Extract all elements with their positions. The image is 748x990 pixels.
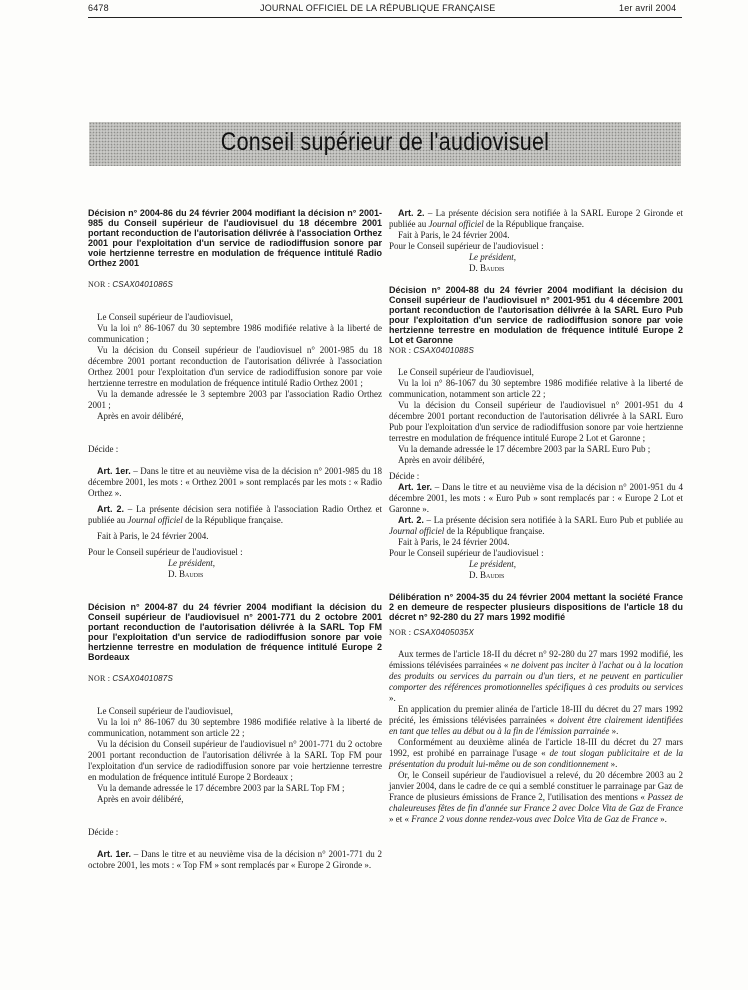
left-column — [88, 208, 382, 871]
signature-line: Pour le Conseil supérieur de l'audiovisuel : — [389, 548, 544, 558]
article: Art. 1er. – Dans le titre et au neuvième visa de la décision n° 2001-951 du 4 décembre 2001, les mots : « Euro Pub » sont remplacés par : « Europe 2 Lot et Garonne ». — [389, 482, 683, 514]
decision-title: Décision n° 2004-88 du 24 février 2004 modifiant la décision du Conseil supérieur de l'audiovisuel n° 2001-951 du 4 décembre 2001 portant reconduction de l'autorisation délivrée à la SARL Euro Pub pour l'exploitation d'un service de radiodiffusion sonore par voie hertzienne terrestre en modulation de fréquence intitulé Europe 2 Lot et Garonne — [389, 285, 683, 345]
right-column — [389, 208, 683, 825]
journal-title: JOURNAL OFFICIEL DE LA RÉPUBLIQUE FRANÇAISE — [260, 3, 496, 13]
decision-title: Décision n° 2004-87 du 24 février 2004 modifiant la décision du Conseil supérieur de l'audiovisuel n° 2001-771 du 2 octobre 2001 portant reconduction de l'autorisation délivrée à la SARL Top FM pour l'exploitation d'un service de radiodiffusion sonore par voie hertzienne terrestre en modulation de fréquence intitulé Europe 2 Bordeaux — [88, 602, 382, 662]
signature-title: Le président, — [469, 252, 516, 262]
paragraph: Conformément au deuxième alinéa de l'article 18-III du décret du 27 mars 1992, est prohibé en parrainage l'usage « de tout slogan publicitaire et de la présentation du produit lui-même ou de son conditionnement ». — [389, 737, 683, 769]
paragraph: Or, le Conseil supérieur de l'audiovisuel a relevé, du 20 décembre 2003 au 2 janvier 2004, dans le cadre de ce qui a semblé constituer le parrainage par Gaz de France de plusieurs émissions de France 2, l'utilisation des mentions « Passez de chaleureuses fêtes de fin d'année sur France 2 avec Dolce Vita de Gaz de France » et « France 2 vous donne rendez-vous avec Dolce Vita de Gaz de France ». — [389, 770, 683, 824]
paragraph: Vu la décision du Conseil supérieur de l'audiovisuel n° 2001-951 du 4 décembre 2001 portant reconduction de l'autorisation délivrée à la SARL Euro Pub pour l'exploitation d'un service de radiodiffusion sonore par voie hertzienne terrestre en modulation de fréquence intitulé Europe 2 Lot et Garonne ; — [389, 400, 683, 443]
nor-reference: NOR : CSAX0401088S — [389, 346, 474, 355]
paragraph: Vu la loi n° 86-1067 du 30 septembre 1986 modifiée relative à la liberté de communication, notamment son article 22 ; — [389, 378, 683, 399]
paragraph: En application du premier alinéa de l'article 18-III du décret du 27 mars 1992 précité, les émissions télévisées parrainées « doivent être clairement identifiées en tant que telles au début ou à la fin de l'émission parrainée ». — [389, 704, 683, 736]
nor-reference: NOR : CSAX0405035X — [389, 628, 474, 637]
decide-heading: Décide : — [88, 827, 119, 837]
decision-title: Décision n° 2004-86 du 24 février 2004 modifiant la décision n° 2001-985 du Conseil supérieur de l'audiovisuel du 18 décembre 2001 portant reconduction de l'autorisation délivrée à l'association Orthez 2001 pour l'exploitation d'un service de radiodiffusion sonore par voie hertzienne terrestre en modulation de fréquence intitulé Radio Orthez 2001 — [88, 208, 382, 268]
paragraph: Vu la décision du Conseil supérieur de l'audiovisuel n° 2001-771 du 2 octobre 2001 portant reconduction de l'autorisation délivrée à la SARL Top FM pour l'exploitation d'un service de radiodiffusion sonore par voie hertzienne terrestre en modulation de fréquence intitulé Europe 2 Bordeaux ; — [88, 739, 382, 782]
deliberation-title: Délibération n° 2004-35 du 24 février 2004 mettant la société France 2 en demeure de respecter plusieurs dispositions de l'article 18 du décret n° 92-280 du 27 mars 1992 modifié — [389, 592, 683, 622]
signature-date: Fait à Paris, le 24 février 2004. — [398, 537, 510, 547]
paragraph: Le Conseil supérieur de l'audiovisuel, — [97, 312, 233, 322]
article: Art. 2. – La présente décision sera notifiée à la SARL Euro Pub et publiée au Journal officiel de la République française. — [389, 515, 683, 536]
page-header — [0, 0, 748, 22]
signature-name: D. Baudis — [168, 569, 204, 579]
signature-name: D. Baudis — [469, 263, 505, 273]
signature-date: Fait à Paris, le 24 février 2004. — [398, 230, 510, 240]
paragraph: Vu la loi n° 86-1067 du 30 septembre 1986 modifiée relative à la liberté de communication, notamment son article 22 ; — [88, 717, 382, 738]
header-rule — [88, 17, 682, 18]
nor-reference: NOR : CSAX0401086S — [88, 280, 173, 289]
paragraph: Après en avoir délibéré, — [97, 411, 184, 421]
nor-reference: NOR : CSAX0401087S — [88, 674, 173, 683]
article: Art. 2. – La présente décision sera notifiée à l'association Radio Orthez et publiée au Journal officiel de la République française. — [88, 504, 382, 525]
paragraph: Le Conseil supérieur de l'audiovisuel, — [97, 706, 233, 716]
decide-heading: Décide : — [389, 471, 420, 481]
signature-line: Pour le Conseil supérieur de l'audiovisuel : — [88, 547, 243, 557]
page-number: 6478 — [88, 3, 109, 13]
signature-title: Le président, — [168, 558, 215, 568]
paragraph: Après en avoir délibéré, — [97, 794, 184, 804]
paragraph: Vu la demande adressée le 3 septembre 2003 par l'association Radio Orthez 2001 ; — [88, 389, 382, 410]
section-banner — [89, 122, 681, 166]
article: Art. 1er. – Dans le titre et au neuvième visa de la décision n° 2001-985 du 18 décembre 2001, les mots : « Orthez 2001 » sont remplacés par les mots : « Radio Orthez ». — [88, 466, 382, 498]
paragraph: Aux termes de l'article 18-II du décret n° 92-280 du 27 mars 1992 modifié, les émissions télévisées parrainées « ne doivent pas inciter à l'achat ou à la location des produits ou services du parrain ou d'un tiers, et ne peuvent en particulier comporter des références promotionnelles spécifiques à ces produits ou services ». — [389, 649, 683, 703]
banner-title: Conseil supérieur de l'audiovisuel — [220, 128, 550, 156]
signature-date: Fait à Paris, le 24 février 2004. — [97, 531, 209, 541]
signature-title: Le président, — [469, 559, 516, 569]
article: Art. 1er. – Dans le titre et au neuvième visa de la décision n° 2001-771 du 2 octobre 2001, les mots : « Top FM » sont remplacés par « Europe 2 Gironde ». — [88, 849, 382, 870]
signature-name: D. Baudis — [469, 570, 505, 580]
paragraph: Vu la décision du Conseil supérieur de l'audiovisuel n° 2001-985 du 18 décembre 2001 portant reconduction de l'autorisation délivrée à l'association Orthez 2001 pour l'exploitation d'un service de radiodiffusion sonore par voie hertzienne terrestre en modulation de fréquence intitulé Radio Orthez 2001 ; — [88, 345, 382, 388]
paragraph: Vu la demande adressée le 17 décembre 2003 par la SARL Top FM ; — [97, 783, 345, 793]
paragraph: Vu la loi n° 86-1067 du 30 septembre 1986 modifiée relative à la liberté de communication ; — [88, 323, 382, 344]
article: Art. 2. – La présente décision sera notifiée à la SARL Europe 2 Gironde et publiée au Journal officiel de la République française. — [389, 208, 683, 229]
signature-line: Pour le Conseil supérieur de l'audiovisuel : — [389, 241, 544, 251]
decide-heading: Décide : — [88, 444, 119, 454]
paragraph: Le Conseil supérieur de l'audiovisuel, — [398, 367, 534, 377]
issue-date: 1er avril 2004 — [619, 3, 677, 13]
paragraph: Vu la demande adressée le 17 décembre 2003 par la SARL Euro Pub ; — [398, 444, 651, 454]
paragraph: Après en avoir délibéré, — [398, 455, 485, 465]
